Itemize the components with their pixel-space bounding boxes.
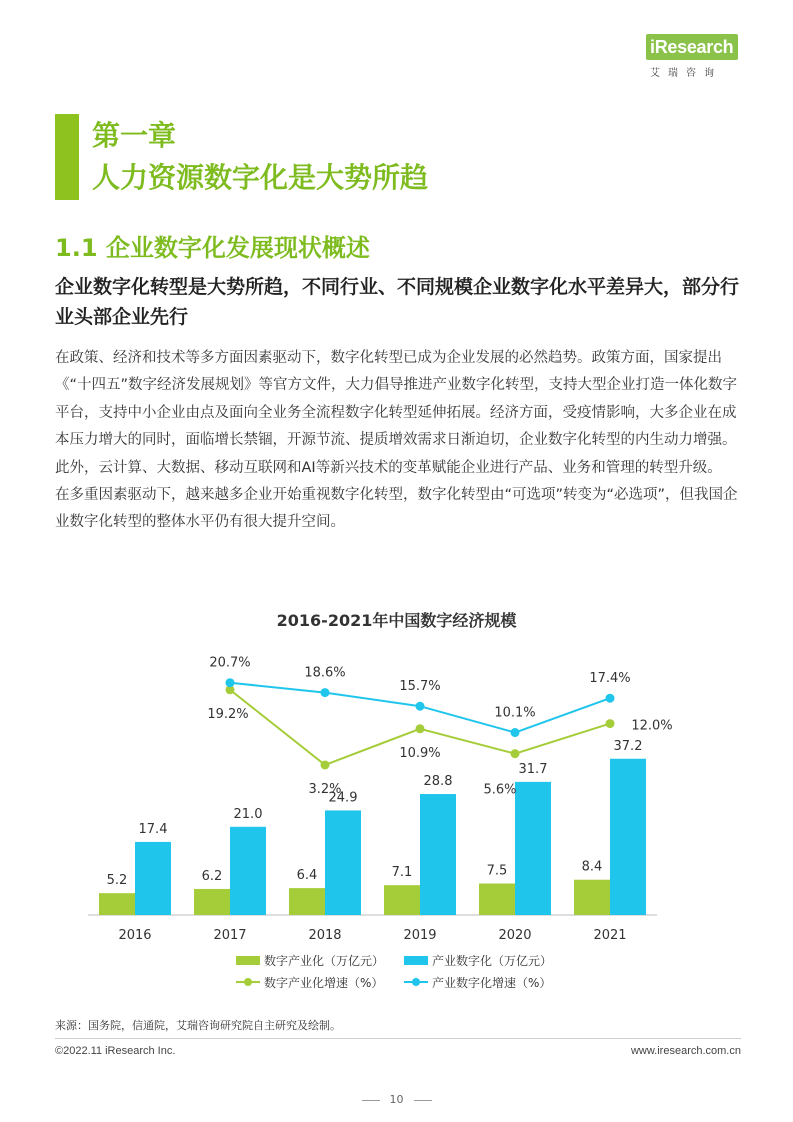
bar-industrial-digitization — [610, 759, 646, 915]
section-title: 1.1 企业数字化发展现状概述 — [55, 234, 370, 262]
logo-brand: iResearch — [650, 37, 734, 57]
x-tick-label: 2019 — [403, 928, 437, 943]
point-industrial-digitization-growth — [511, 728, 520, 737]
growth-label-digital-industrialization: 3.2% — [308, 781, 342, 797]
legend-label-digital-industrialization-growth: 数字产业化增速（%） — [264, 976, 384, 990]
bar-digital-industrialization — [574, 880, 610, 915]
legend-label-industrial-digitization-growth: 产业数字化增速（%） — [432, 976, 552, 990]
legend-swatch-industrial-digitization — [404, 956, 428, 965]
growth-label-industrial-digitization: 10.1% — [494, 705, 536, 721]
growth-label-industrial-digitization: 17.4% — [589, 671, 631, 687]
bar-label-digital-industrialization: 6.2 — [201, 868, 223, 884]
bar-digital-industrialization — [384, 885, 420, 915]
chapter-name: 人力资源数字化是大势所趋 — [92, 161, 429, 194]
x-tick-label: 2016 — [118, 928, 152, 943]
bar-digital-industrialization — [479, 884, 515, 916]
legend-label-digital-industrialization: 数字产业化（万亿元） — [264, 954, 385, 968]
x-tick-label: 2020 — [498, 928, 532, 943]
bar-label-industrial-digitization: 24.9 — [328, 790, 358, 806]
legend-marker-industrial-digitization-growth — [412, 978, 420, 986]
logo-subtitle: 艾瑞咨询 — [650, 68, 722, 79]
point-industrial-digitization-growth — [321, 688, 330, 697]
point-digital-industrialization-growth — [606, 719, 615, 728]
bar-label-digital-industrialization: 8.4 — [581, 859, 603, 875]
page-number-value: 10 — [389, 1093, 404, 1106]
bar-industrial-digitization — [230, 827, 266, 915]
x-tick-label: 2017 — [213, 928, 247, 943]
growth-label-digital-industrialization: 19.2% — [207, 706, 249, 722]
bar-digital-industrialization — [194, 889, 230, 915]
website-link[interactable]: www.iresearch.com.cn — [630, 1045, 741, 1057]
bar-label-industrial-digitization: 31.7 — [518, 761, 548, 777]
page-number — [0, 1093, 793, 1106]
bar-label-digital-industrialization: 6.4 — [296, 868, 318, 884]
bar-digital-industrialization — [289, 888, 325, 915]
bar-industrial-digitization — [135, 842, 171, 915]
bar-industrial-digitization — [325, 810, 361, 915]
bar-industrial-digitization — [420, 794, 456, 915]
point-industrial-digitization-growth — [606, 694, 615, 703]
bar-label-digital-industrialization: 7.1 — [391, 865, 413, 881]
growth-label-digital-industrialization: 5.6% — [483, 782, 517, 798]
headline: 企业数字化转型是大势所趋，不同行业、不同规模企业数字化水平差异大，部分行业头部企业先行 — [55, 276, 740, 328]
bar-label-digital-industrialization: 7.5 — [486, 863, 508, 879]
chapter-number: 第一章 — [92, 119, 177, 152]
growth-label-industrial-digitization: 15.7% — [399, 679, 441, 695]
bar-label-industrial-digitization: 17.4 — [138, 821, 168, 837]
growth-label-digital-industrialization: 10.9% — [399, 745, 441, 761]
legend-marker-digital-industrialization-growth — [244, 978, 252, 986]
point-digital-industrialization-growth — [416, 724, 425, 733]
point-digital-industrialization-growth — [321, 760, 330, 769]
growth-label-digital-industrialization: 12.0% — [631, 718, 673, 734]
source-note: 来源：国务院，信通院，艾瑞咨询研究院自主研究及绘制。 — [55, 1019, 341, 1032]
chart-title: 2016-2021年中国数字经济规模 — [276, 611, 517, 630]
bar-label-digital-industrialization: 5.2 — [106, 873, 128, 889]
bar-label-industrial-digitization: 37.2 — [613, 738, 643, 754]
growth-label-industrial-digitization: 18.6% — [304, 665, 346, 681]
paragraph: 在政策、经济和技术等多方面因素驱动下，数字化转型已成为企业发展的必然趋势。政策方面，国家提出《“十四五”数字经济发展规划》等官方文件，大力倡导推进产业数字化转型，支持大型企业打造一体化数字平台，支持中小企业由点及面向全业务全流程数字化转型延伸拓展。经济方面，受疫情影响，大多企业在成本压力增大的同时，面临增长禁锢，开源节流、提质增效需求日渐迫切，企业数字化转型的内生动力增强。此外，云计算、大数据、移动互联网和AI等新兴技术的变革赋能企业进行产品、业务和管理的转型升级。 — [55, 350, 738, 476]
point-industrial-digitization-growth — [416, 702, 425, 711]
point-industrial-digitization-growth — [226, 678, 235, 687]
bar-label-industrial-digitization: 28.8 — [423, 774, 453, 790]
copyright: ©2022.11 iResearch Inc. — [55, 1045, 176, 1057]
footer-divider — [55, 1038, 741, 1039]
legend-label-industrial-digitization: 产业数字化（万亿元） — [432, 954, 553, 968]
point-digital-industrialization-growth — [511, 749, 520, 758]
x-tick-label: 2018 — [308, 928, 342, 943]
legend-swatch-digital-industrialization — [236, 956, 260, 965]
growth-label-industrial-digitization: 20.7% — [209, 655, 251, 671]
bar-digital-industrialization — [99, 893, 135, 915]
bar-label-industrial-digitization: 21.0 — [233, 806, 263, 822]
paragraph: 在多重因素驱动下，越来越多企业开始重视数字化转型，数字化转型由“可选项”转变为“必选项”，但我国企业数字化转型的整体水平仍有很大提升空间。 — [55, 487, 738, 531]
bar-industrial-digitization — [515, 782, 551, 915]
x-tick-label: 2021 — [593, 928, 627, 943]
